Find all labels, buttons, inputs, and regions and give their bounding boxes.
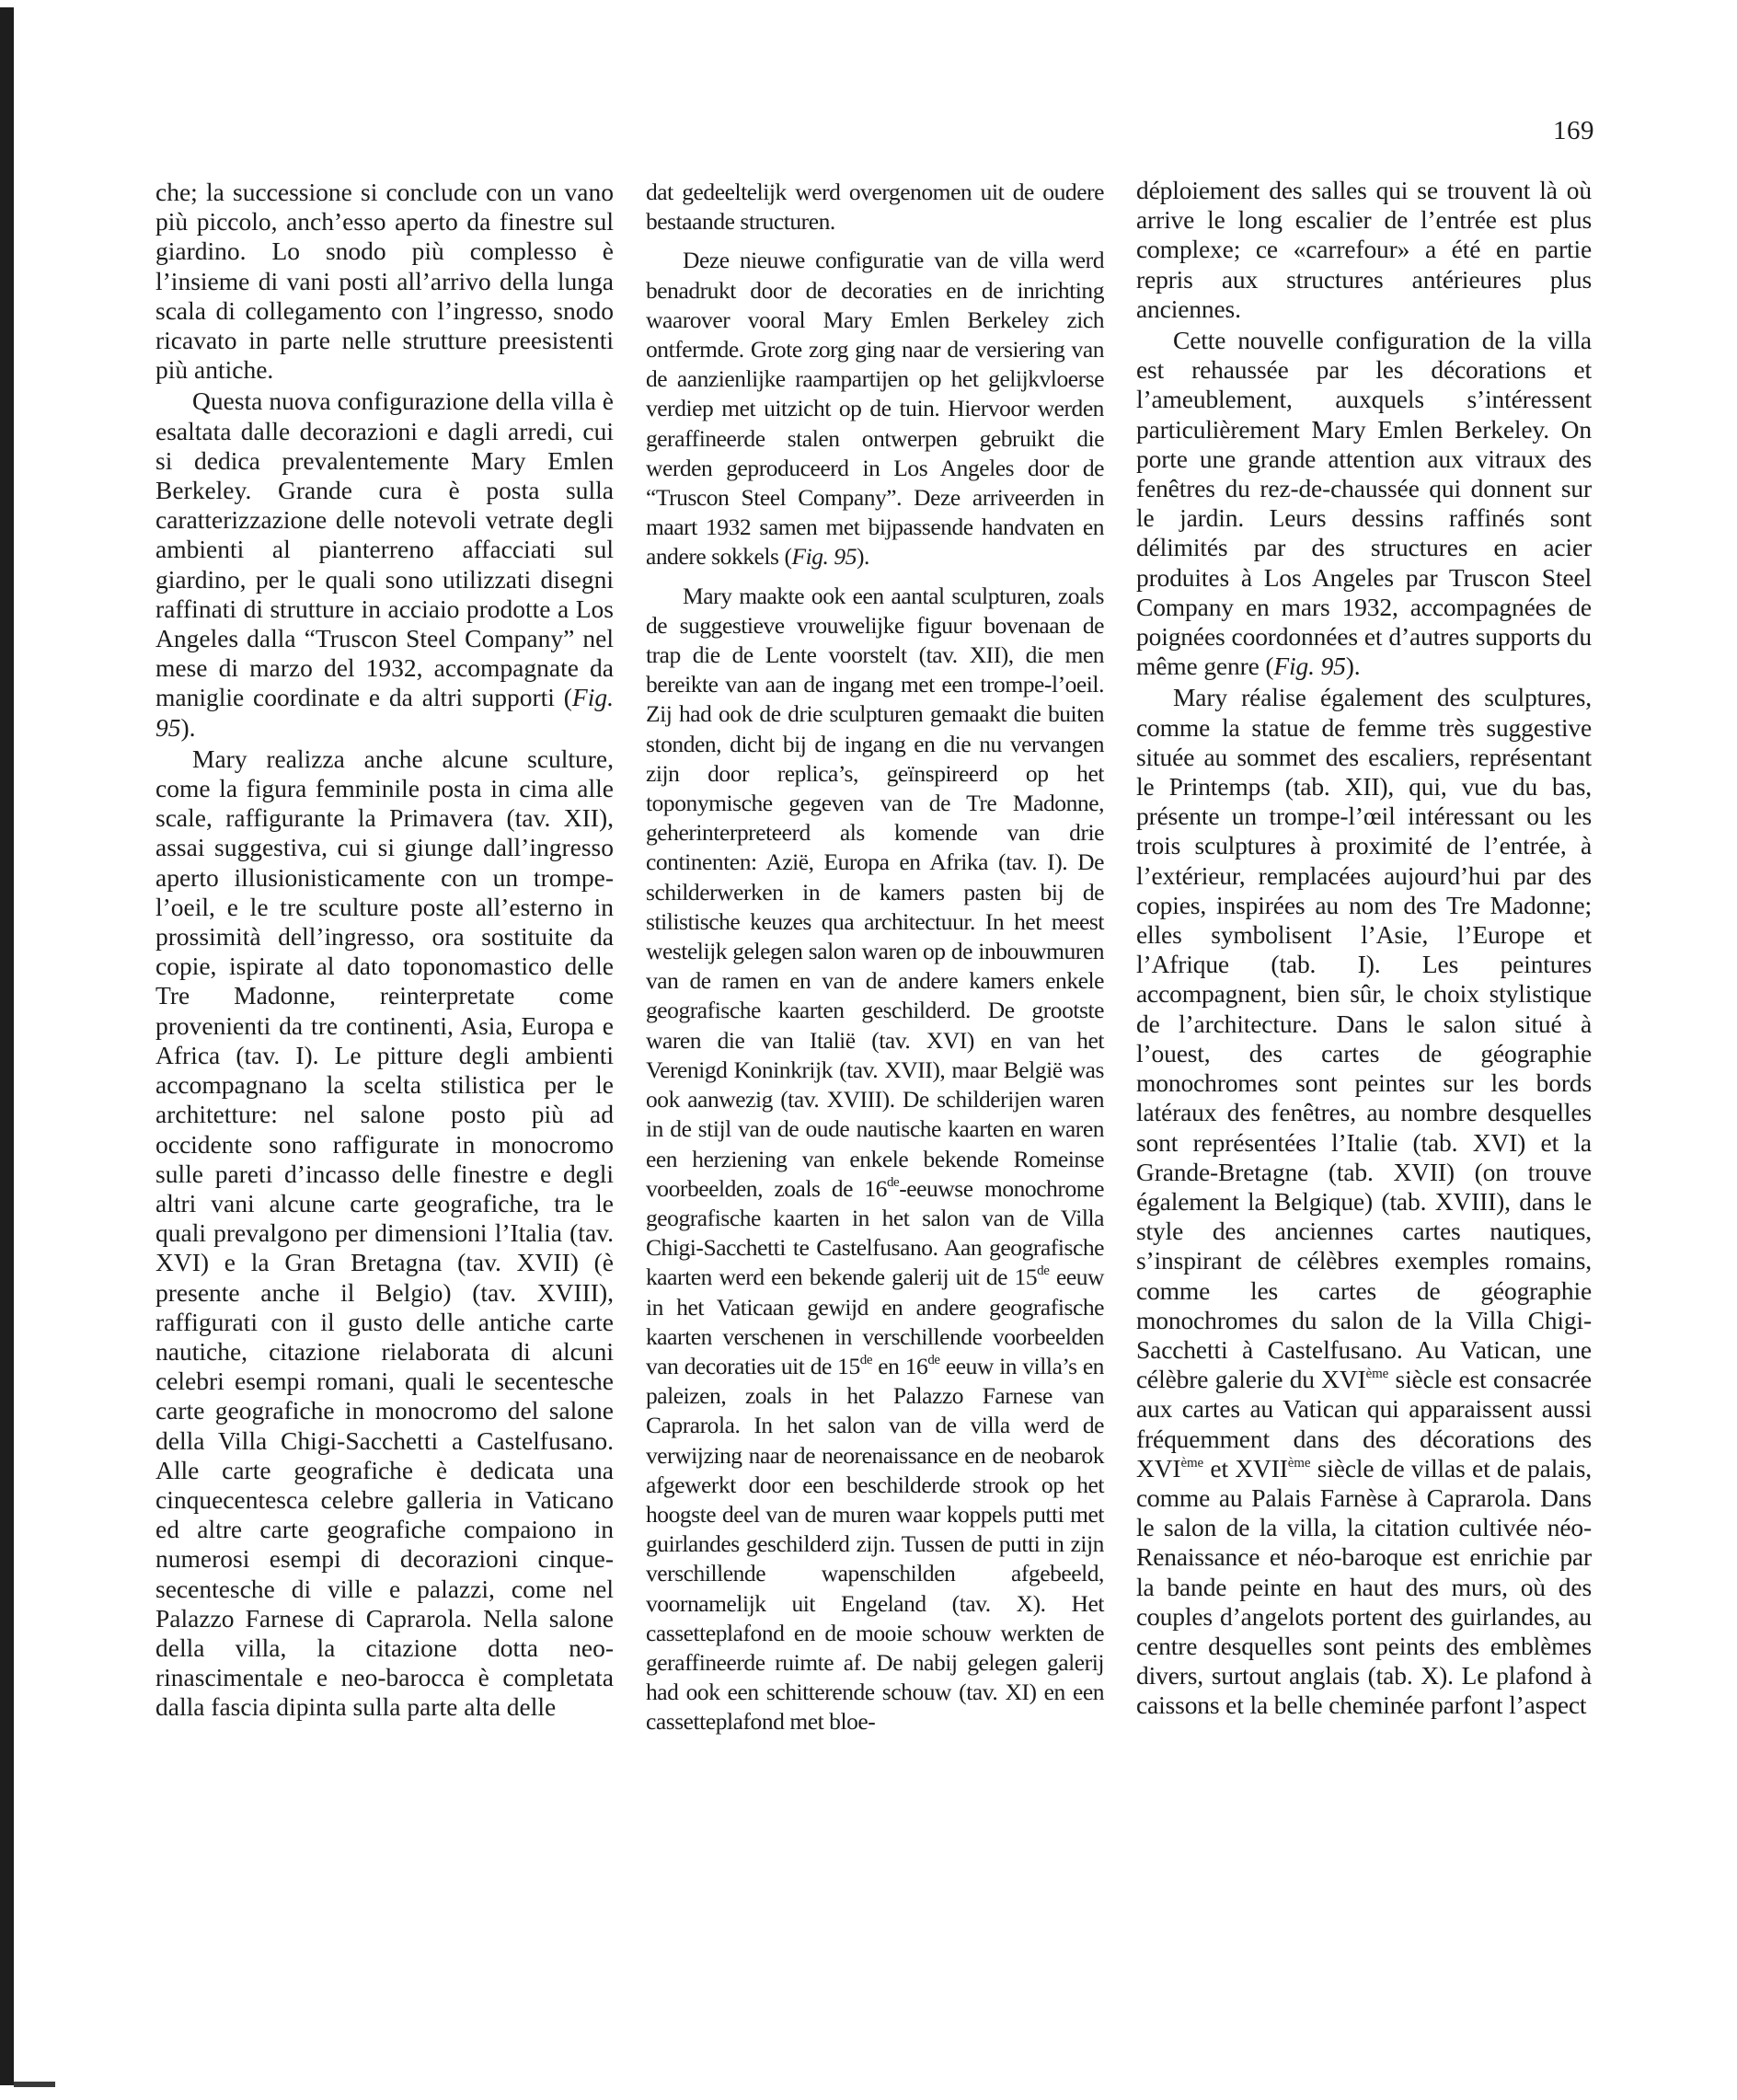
- paragraph: Cette nouvelle configuration de la villa est rehaussée par les décorations et l’ameublement, auxquels s’intéressent particulièrement Mary Emlen Berkeley. On porte une grande attention aux vitraux des fenêtres du rez-de-chaussée qui donnent sur le jardin. Leurs dessins raffinés sont délimités par des structures en acier produites à Los Angeles par Truscon Steel Company en mars 1932, accompagnées de poignées coordonnées et d’autres supports du même genre (Fig. 95).: [1136, 326, 1592, 681]
- paragraph: Mary realizza anche alcune sculture, come la figura femminile posta in cima alle scale, raffigurante la Primavera (tav. XII), assai suggestiva, cui si giunge dall’ingresso aperto illusionisticamente con un trompe-l’oeil, e le tre sculture poste all’esterno in prossimità dell’ingresso, ora sostituite da copie, ispirate al dato toponomastico delle Tre Madonne, reinterpretate come provenienti da tre continenti, Asia, Europa e Africa (tav. I). Le pitture degli ambienti accompagnano la scelta stilistica per le architetture: nel salone posto più ad occidente sono raffigurate in monocromo sulle pareti d’incasso delle finestre e degli altri vani alcune carte geografiche, tra le quali prevalgono per dimensioni l’Italia (tav. XVI) e la Gran Bretagna (tav. XVII) (è presente anche il Belgio) (tav. XVIII), raffigurati con il gusto delle antiche carte nautiche, citazione rielaborata di alcuni celebri esempi romani, quali le secentesche carte geografiche in monocromo del salone della Villa Chigi-Sacchetti a Castelfusano. Alle carte geografiche è dedicata una cinquecentesca celebre galleria in Vaticano ed altre carte geografiche compaiono in numerosi esempi di decorazioni cinque-secentesche di ville e palazzi, come nel Palazzo Farnese di Caprarola. Nella salone della villa, la citazione dotta neo-rinascimentale e neo-barocca è completata dalla fascia dipinta sulla parte alta delle: [155, 744, 614, 1722]
- paragraph: Deze nieuwe configuratie van de villa werd benadrukt door de decoraties en de inrichting waarover vooral Mary Emlen Berkeley zich ontfermde. Grote zorg ging naar de versiering van de aanzienlijke raampartijen op het gelijkvloerse verdiep met uitzicht op de tuin. Hiervoor werden geraffineerde stalen ontwerpen gebruikt die werden geproduceerd in Los Angeles door de “Truscon Steel Company”. Deze arriveerden in maart 1932 samen met bijpassende handvaten en andere sokkels (Fig. 95).: [646, 247, 1104, 571]
- paragraph: dat gedeeltelijk werd overgenomen uit de oudere bestaande structuren.: [646, 179, 1104, 236]
- ordinal-suffix: de: [927, 1352, 940, 1367]
- paragraph: Mary maakte ook een aantal sculpturen, zoals de suggestieve vrouwelijke figuur bovenaan de trap die de Lente voorstelt (tav. XII), die men bereikte van aan de ingang met een trompe-l’oeil. Zij had ook de drie sculpturen gemaakt die buiten stonden, dicht bij de ingang en die nu vervangen zijn door replica’s, geïnspireerd op het toponymische gegeven van de Tre Madonne, geherinterpreteerd als komende van drie continenten: Azië, Europa en Afrika (tav. I). De schilderwerken in de kamers pasten bij de stilistische keuzes qua architectuur. In het meest westelijk gelegen salon waren op de inbouwmuren van de ramen en van de andere kamers enkele geografische kaarten geschilderd. De grootste waren die van Italië (tav. XVI) en van het Verenigd Koninkrijk (tav. XVII), maar België was ook aanwezig (tav. XVIII). De schilderijen waren in de stijl van de oude nautische kaarten en waren een herziening van enkele bekende Romeinse voorbeelden, zoals de 16de-eeuwse monochrome geografische kaarten in het salon van de Villa Chigi-Sacchetti te Castelfusano. Aan geografische kaarten werd een bekende galerij uit de 15de eeuw in het Vaticaan gewijd en andere geografische kaarten verschenen in verschillende voorbeelden van decoraties uit de 15de en 16de eeuw in villa’s en paleizen, zoals in het Palazzo Farnese van Caprarola. In het salon van de villa werd de verwijzing naar de neorenaissance en de neobarok afgewerkt door een beschilderde strook op het hoogste deel van de muren waar koppels putti met guirlandes geschilderd zijn. Tussen de putti in zijn verschillende wapenschilden afgebeeld, voornamelijk uit Engeland (tav. X). Het cassetteplafond en de mooie schouw werkten de geraffineerde ruimte af. De nabij gelegen galerij had ook een schitterende schouw (tav. XI) en een cassetteplafond met bloe-: [646, 582, 1104, 1736]
- paragraph: Mary réalise également des sculptures, comme la statue de femme très suggestive située au sommet des escaliers, représentant le Printemps (tab. XII), qui, vue du bas, présente un trompe-l’œil intéressant ou les trois sculptures à proximité de l’entrée, à l’extérieur, remplacées aujourd’hui par des copies, inspirées au nom des Tre Madonne; elles symbolisent l’Asie, l’Europe et l’Afrique (tab. I). Les peintures accompagnent, bien sûr, le choix stylistique de l’architecture. Dans le salon situé à l’ouest, des cartes de géographie monochromes sont peintes sur les bords latéraux des fenêtres, au nombre desquelles sont représentées l’Italie (tab. XVI) et la Grande-Bretagne (tab. XVII) (on trouve également la Belgique) (tab. XVIII), dans le style des anciennes cartes nautiques, s’inspirant de célèbres exemples romains, comme les cartes de géographie monochromes du salon de la Villa Chigi-Sacchetti à Castelfusano. Au Vatican, une célèbre galerie du XVIème siècle est consacrée aux cartes au Vatican qui apparaissent aussi fréquemment dans des décorations des XVIème et XVIIème siècle de villas et de palais, comme au Palais Farnèse à Caprarola. Dans le salon de la villa, la citation cultivée néo-Renaissance et néo-baroque est enrichie par la bande peinte en haut des murs, où des couples d’angelots portent des guirlandes, au centre desquelles sont peints des emblèmes divers, surtout anglais (tab. X). Le plafond à caissons et la belle cheminée parfont l’aspect: [1136, 683, 1593, 1720]
- ordinal-suffix: de: [859, 1352, 873, 1367]
- page-binding-foot: [14, 2082, 55, 2087]
- figure-reference: Fig. 95: [155, 683, 614, 742]
- page-number: 169: [1553, 116, 1594, 145]
- column-italian: [155, 178, 614, 1723]
- page-binding-shadow: [0, 7, 14, 2085]
- figure-reference: Fig. 95: [1273, 652, 1346, 681]
- figure-reference: Fig. 95: [791, 543, 857, 571]
- paragraph: déploiement des salles qui se trouvent là où arrive le long escalier de l’entrée est plus complexe; ce «carrefour» a été en partie repris aux structures antérieures plus anciennes.: [1136, 176, 1592, 323]
- ordinal-suffix: de: [886, 1174, 900, 1190]
- column-french: [1136, 176, 1592, 1721]
- column-dutch: [646, 178, 1104, 1737]
- paragraph: Questa nuova configurazione della villa è esaltata dalle decorazioni e dagli arredi, cui si dedica prevalentemente Mary Emlen Berkeley. Grande cura è posta sulla caratterizzazione delle notevoli vetrate degli ambienti al pianterreno affacciati sul giardino, per le quali sono utilizzati disegni raffinati di strutture in acciaio prodotte a Los Angeles dalla “Truscon Steel Company” nel mese di marzo del 1932, accompagnate da maniglie coordinate e da altri supporti (Fig. 95).: [155, 387, 614, 742]
- ordinal-suffix: ème: [1180, 1455, 1203, 1471]
- ordinal-suffix: ème: [1365, 1367, 1389, 1382]
- ordinal-suffix: de: [1037, 1263, 1050, 1279]
- paragraph: che; la successione si conclude con un vano più piccolo, anch’esso aperto da finestre sul giardino. Lo snodo più complesso è l’insieme di vani posti all’arrivo della lunga scala di collegamento con l’ingresso, snodo ricavato in parte nelle strutture preesistenti più antiche.: [155, 178, 614, 385]
- ordinal-suffix: ème: [1287, 1455, 1311, 1471]
